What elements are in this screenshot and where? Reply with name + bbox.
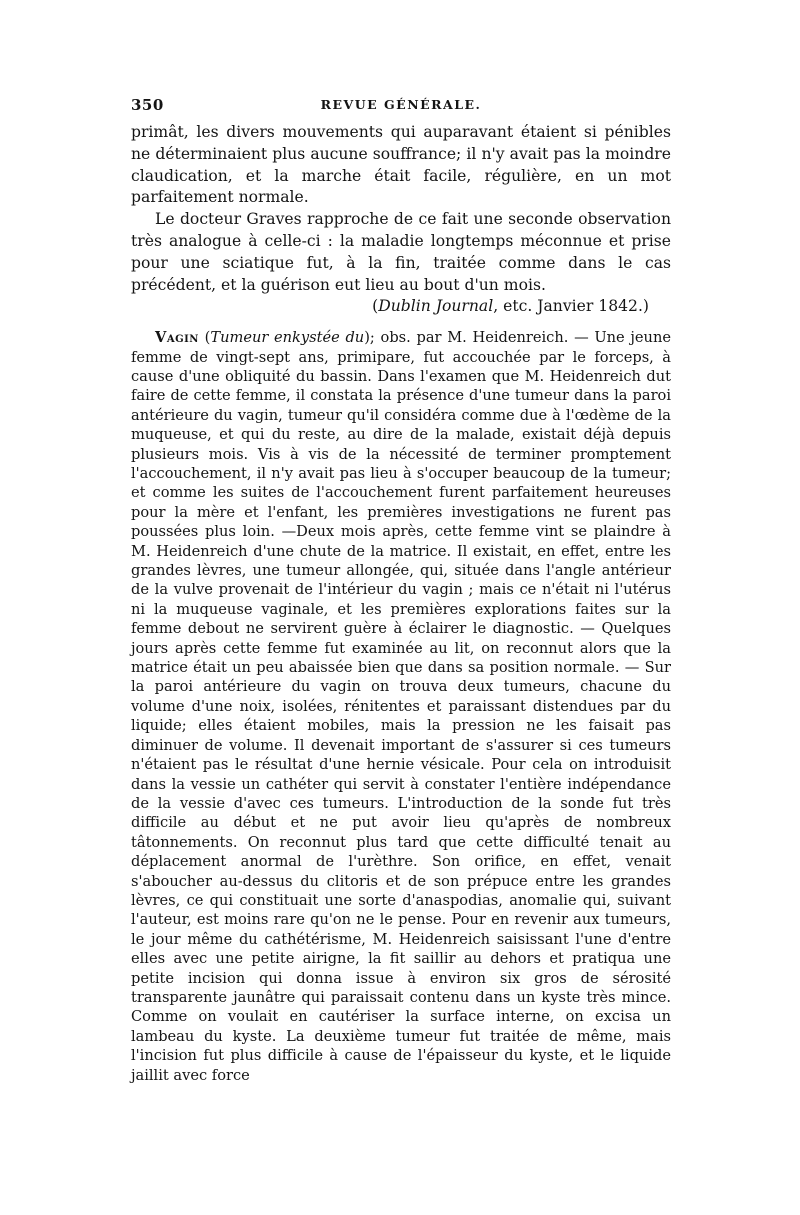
- page-header: [131, 96, 671, 122]
- running-title: REVUE GÉNÉRALE.: [320, 97, 482, 112]
- paragraph-continuation: primât, les divers mouvements qui auparavant étaient si pénibles ne déterminaient plus aucune souffrance; il n'y avait pas la moindre claudication, et la marche était facile, régulière, en un mot parfaitement normale.: [131, 123, 671, 207]
- citation-rest: , etc. Janvier 1842.): [493, 297, 649, 316]
- citation-source: Dublin Journal: [378, 297, 494, 316]
- paragraph-vagin: Vagin (Tumeur enkystée du); obs. par M. Heidenreich. — Une jeune femme de vingt-sept ans, primipare, fut accouchée par le forceps, à cause d'une obliquité du bassin. Dans l'examen que M. Heidenreich dut faire de cette femme, il constata la présence d'une tumeur dans la paroi antérieure du vagin, tumeur qu'il considéra comme due à l'œdème de la muqueuse, et qui du reste, au dire de la malade, existait déjà depuis plusieurs mois. Vis à vis de la nécessité de terminer promptement l'accouchement, il n'y avait pas lieu à s'occuper beaucoup de la tumeur; et comme les suites de l'accouchement furent parfaitement heureuses pour la mère et l'enfant, les premières investigations ne furent pas poussées plus loin. —Deux mois après, cette femme vint se plaindre à M. Heidenreich d'une chute de la matrice. Il existait, en effet, entre les grandes lèvres, une tumeur allongée, qui, située dans l'angle antérieur de la vulve provenait de l'intérieur du vagin ; mais ce n'était ni l'utérus ni la muqueuse vaginale, et les premières explorations faites sur la femme debout ne servirent guère à éclairer le diagnostic. — Quelques jours après cette femme fut examinée au lit, on reconnut alors que la matrice était un peu abaissée bien que dans sa position normale. — Sur la paroi antérieure du vagin on trouva deux tumeurs, chacune du volume d'une noix, isolées, rénitentes et paraissant distendues par du liquide; elles étaient mobiles, mais la pression ne les faisait pas diminuer de volume. Il devenait important de s'assurer si ces tumeurs n'étaient pas le résultat d'une hernie vésicale. Pour cela on introduisit dans la vessie un cathéter qui servit à constater l'entière indépendance de la vessie d'avec ces tumeurs. L'introduction de la sonde fut très difficile au début et ne put avoir lieu qu'après de nombreux tâtonnements. On reconnut plus tard que cette difficulté tenait au déplacement anormal de l'urèthre. Son orifice, en effet, venait s'aboucher au-dessus du clitoris et de son prépuce entre les grandes lèvres, ce qui constituait une sorte d'anaspodias, anomalie qui, suivant l'auteur, est moins rare qu'on ne le pense. Pour en revenir aux tumeurs, le jour même du cathétérisme, M. Heidenreich saisissant l'une d'entre elles avec une petite airigne, la fit saillir au dehors et pratiqua une petite incision qui donna issue à environ six gros de sérosité transparente jaunâtre qui paraissait contenu dans un kyste très mince. Comme on voulait en cautériser la surface interne, on excisa un lambeau du kyste. La deuxième tumeur fut traitée de même, mais l'incision fut plus difficile à cause de l'épaisseur du kyste, et le liquide jaillit avec force: [131, 329, 671, 1084]
- section-title: Tumeur enkystée du: [210, 329, 365, 347]
- page-number: 350: [131, 96, 164, 114]
- section-body: ; obs. par M. Heidenreich. — Une jeune femme de vingt-sept ans, primipare, fut accouchée par le forceps, à cause d'une obliquité du bassin. Dans l'examen que M. Heidenreich dut faire de cette femme, il constata la présence d'une tumeur dans la paroi antérieure du vagin, tumeur qu'il considéra comme due à l'œdème de la muqueuse, et qui du reste, au dire de la malade, existait déjà depuis plusieurs mois. Vis à vis de la nécessité de terminer promptement l'accouchement, il n'y avait pas lieu à s'occuper beaucoup de la tumeur; et comme les suites de l'accouchement furent parfaitement heureuses pour la mère et l'enfant, les premières investigations ne furent pas poussées plus loin. —Deux mois après, cette femme vint se plaindre à M. Heidenreich d'une chute de la matrice. Il existait, en effet, entre les grandes lèvres, une tumeur allongée, qui, située dans l'angle antérieur de la vulve provenait de l'intérieur du vagin ; mais ce n'était ni l'utérus ni la muqueuse vaginale, et les premières explorations faites sur la femme debout ne servirent guère à éclairer le diagnostic. — Quelques jours après cette femme fut examinée au lit, on reconnut alors que la matrice était un peu abaissée bien que dans sa position normale. — Sur la paroi antérieure du vagin on trouva deux tumeurs, chacune du volume d'une noix, isolées, rénitentes et paraissant distendues par du liquide; elles étaient mobiles, mais la pression ne les faisait pas diminuer de volume. Il devenait important de s'assurer si ces tumeurs n'étaient pas le résultat d'une hernie vésicale. Pour cela on introduisit dans la vessie un cathéter qui servit à constater l'entière indépendance de la vessie d'avec ces tumeurs. L'introduction de la sonde fut très difficile au début et ne put avoir lieu qu'après de nombreux tâtonnements. On reconnut plus tard que cette difficulté tenait au déplacement anormal de l'urèthre. Son orifice, en effet, venait s'aboucher au-dessus du clitoris et de son prépuce entre les grandes lèvres, ce qui constituait une sorte d'anaspodias, anomalie qui, suivant l'auteur, est moins rare qu'on ne le pense. Pour en revenir aux tumeurs, le jour même du cathétérisme, M. Heidenreich saisissant l'une d'entre elles avec une petite airigne, la fit saillir au dehors et pratiqua une petite incision qui donna issue à environ six gros de sérosité transparente jaunâtre qui paraissait contenu dans un kyste très mince. Comme on voulait en cautériser la surface interne, on excisa un lambeau du kyste. La deuxième tumeur fut traitée de même, mais l'incision fut plus difficile à cause de l'épaisseur du kyste, et le liquide jaillit avec force: [131, 329, 671, 1084]
- citation: (Dublin Journal, etc. Janvier 1842.): [372, 297, 649, 316]
- paragraph-graves: Le docteur Graves rapproche de ce fait une seconde observation très analogue à celle-ci : la maladie longtemps méconnue et prise pour une sciatique fut, à la fin, traitée comme dans le cas précédent, et la guérison eut lieu au bout d'un mois.: [131, 210, 671, 294]
- document-page: [131, 96, 671, 1085]
- section-lead: Vagin: [155, 329, 199, 347]
